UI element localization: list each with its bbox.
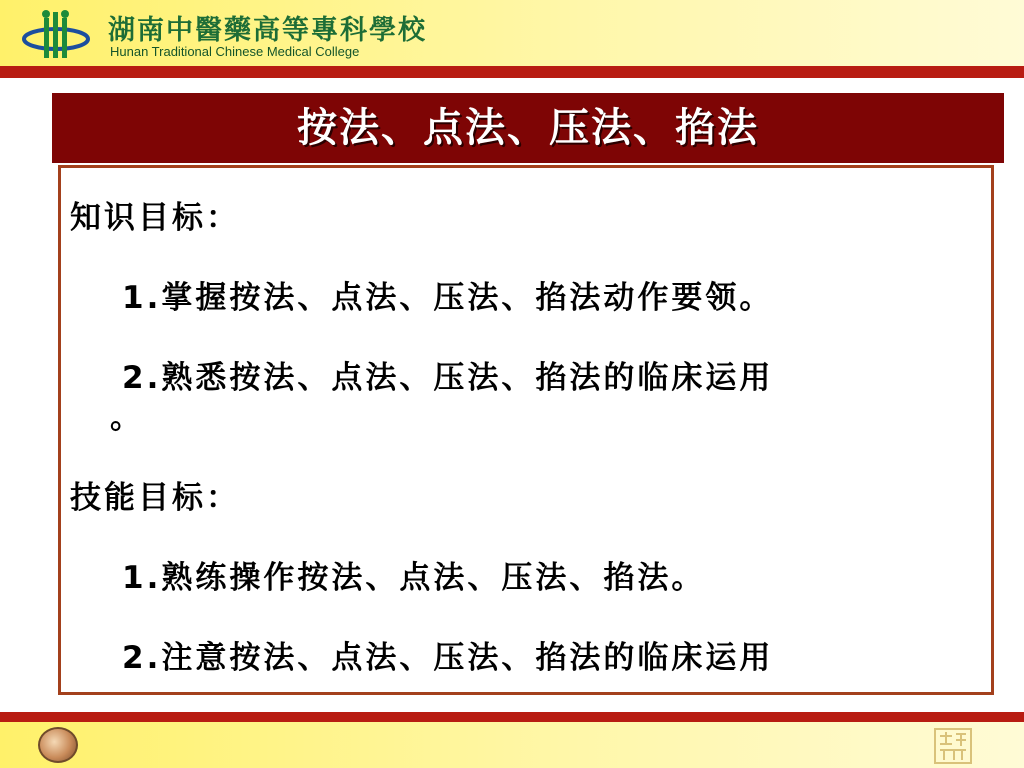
knowledge-objectives-heading: 知识目标：	[70, 200, 240, 236]
school-name-cn: 湖南中醫藥高等專科學校	[108, 15, 427, 46]
objectives-text	[70, 198, 970, 718]
slide-title: 按法、点法、压法、掐法	[297, 105, 759, 151]
slide-title-bar	[52, 93, 1004, 163]
skill-objective-item: 1.熟练操作按法、点法、压法、掐法。	[122, 560, 706, 596]
knowledge-objective-item: 2.熟悉按法、点法、压法、掐法的临床运用	[122, 360, 774, 396]
school-name-en: Hunan Traditional Chinese Medical College	[110, 44, 360, 59]
header	[0, 0, 1024, 66]
skill-objectives-heading: 技能目标：	[70, 480, 240, 516]
skill-objective-item: 2.注意按法、点法、压法、掐法的临床运用	[122, 640, 774, 676]
school-logo-icon	[22, 4, 92, 62]
school-seal-icon	[934, 728, 972, 764]
footer	[0, 722, 1024, 768]
home-nav-icon[interactable]	[38, 727, 78, 763]
knowledge-objective-item-continuation: 。	[110, 400, 144, 436]
header-divider	[0, 66, 1024, 78]
knowledge-objective-item: 1.掌握按法、点法、压法、掐法动作要领。	[122, 280, 774, 316]
footer-divider	[0, 712, 1024, 722]
